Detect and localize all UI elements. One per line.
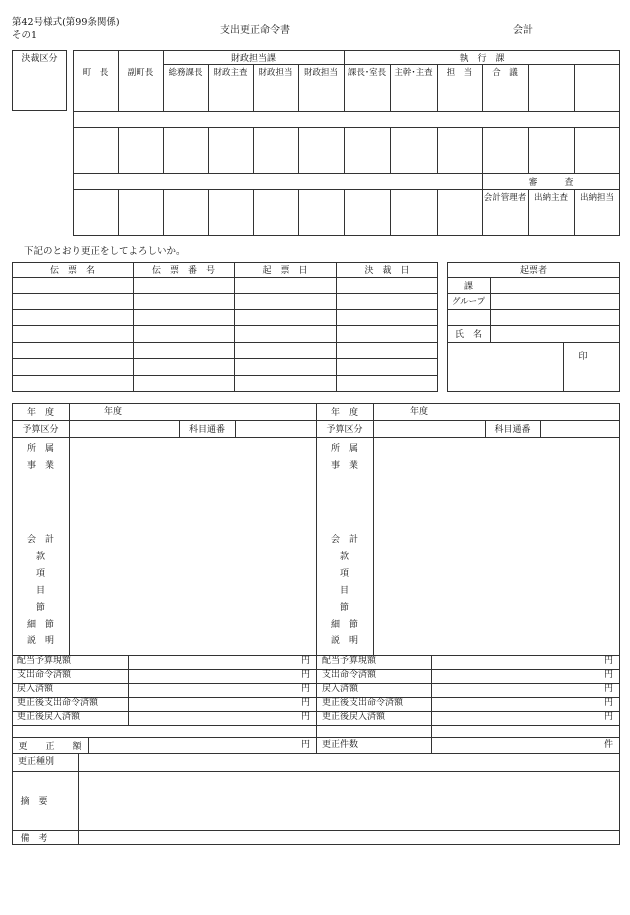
left-saisetsu: 細 節 bbox=[26, 619, 54, 630]
grid-line bbox=[12, 753, 620, 754]
right-setsumei: 説 明 bbox=[330, 635, 358, 646]
grid-line bbox=[540, 420, 541, 437]
left-amount-label: 配当予算現額 bbox=[17, 656, 72, 666]
left-amount-label: 支出命令済額 bbox=[17, 670, 72, 680]
grid-line bbox=[574, 64, 575, 111]
zaisei-group-label: 財政担当課 bbox=[230, 53, 276, 64]
kosei-kensu-label: 更正件数 bbox=[322, 740, 359, 750]
grid-line bbox=[163, 127, 164, 173]
grid-line bbox=[235, 420, 236, 437]
grid-line bbox=[298, 127, 299, 173]
grid-line bbox=[118, 127, 119, 173]
left-amount-label: 戻入済額 bbox=[17, 684, 54, 694]
yen-unit: 円 bbox=[604, 712, 614, 722]
voucher-header: 起 票 日 bbox=[262, 266, 308, 276]
grid-line bbox=[118, 50, 119, 111]
left-setsu: 節 bbox=[35, 602, 45, 613]
col-label: 総務課長 bbox=[168, 68, 203, 78]
grid-line bbox=[12, 655, 620, 656]
right-amount-label: 更正後戻入済額 bbox=[322, 712, 386, 722]
col-label: 副町長 bbox=[127, 68, 154, 78]
grid-line bbox=[336, 262, 337, 392]
tekiyo-label: 摘 要 bbox=[20, 797, 48, 807]
left-kamoku-label: 科目通番 bbox=[188, 425, 225, 435]
grid-line bbox=[574, 189, 575, 236]
right-shozoku: 所 属 bbox=[330, 443, 358, 454]
grid-line bbox=[12, 697, 620, 698]
grid-line bbox=[234, 262, 235, 392]
shimei-label: 氏 名 bbox=[454, 330, 482, 340]
grid-line bbox=[431, 655, 432, 753]
right-nendo-label: 年 度 bbox=[330, 408, 358, 418]
grid-line bbox=[128, 655, 129, 725]
grid-line bbox=[373, 403, 374, 655]
grid-line bbox=[482, 127, 483, 173]
grid-line bbox=[298, 64, 299, 111]
grid-line bbox=[73, 111, 620, 112]
col-label: 財政主査 bbox=[213, 68, 248, 78]
col-label: 町 長 bbox=[82, 68, 109, 78]
grid-line bbox=[133, 262, 134, 392]
right-amount-label: 戻入済額 bbox=[322, 684, 359, 694]
col-label: 財政担当 bbox=[303, 68, 338, 78]
left-moku: 目 bbox=[35, 585, 45, 596]
left-yosan-label: 予算区分 bbox=[22, 425, 59, 435]
shinsa-col: 出納担当 bbox=[579, 192, 614, 203]
left-amount-label: 更正後支出命令済額 bbox=[17, 698, 99, 708]
grid-line bbox=[344, 50, 345, 111]
grid-line bbox=[12, 293, 438, 294]
grid-line bbox=[528, 189, 529, 236]
right-kaikei: 会 計 bbox=[330, 534, 358, 545]
grid-line bbox=[78, 753, 79, 845]
grid-line bbox=[447, 309, 620, 310]
right-jigyo: 事 業 bbox=[330, 460, 358, 471]
grid-line bbox=[12, 669, 620, 670]
grid-line bbox=[73, 127, 620, 128]
grid-line bbox=[12, 358, 438, 359]
yen-unit: 円 bbox=[301, 712, 311, 722]
grid-line bbox=[482, 64, 483, 111]
grid-line bbox=[253, 64, 254, 111]
grid-line bbox=[208, 64, 209, 111]
ka-label: 課 bbox=[463, 281, 473, 292]
yen-unit: 円 bbox=[301, 656, 311, 666]
left-shozoku: 所 属 bbox=[26, 443, 54, 454]
col-label: 課長･室長 bbox=[347, 68, 387, 78]
form-number: 第42号様式(第99条関係) bbox=[12, 17, 120, 28]
right-setsu: 節 bbox=[339, 602, 349, 613]
yen-unit: 円 bbox=[301, 698, 311, 708]
form-sub-number: その1 bbox=[12, 30, 38, 41]
yen-unit: 円 bbox=[604, 684, 614, 694]
right-saisetsu: 細 節 bbox=[330, 619, 358, 630]
grid-line bbox=[12, 830, 620, 831]
grid-line bbox=[437, 189, 438, 236]
shinsa-label: 審 査 bbox=[528, 177, 574, 188]
voucher-table[interactable] bbox=[12, 262, 438, 392]
left-nendo-label: 年 度 bbox=[26, 408, 54, 418]
request-text: 下記のとおり更正をしてよろしいか。 bbox=[24, 246, 186, 257]
left-kan: 款 bbox=[35, 551, 45, 562]
kihyosha-title: 起票者 bbox=[519, 266, 547, 276]
grid-line bbox=[163, 50, 164, 111]
right-ko: 項 bbox=[339, 568, 349, 579]
right-moku: 目 bbox=[339, 585, 349, 596]
grid-line bbox=[253, 189, 254, 236]
yen-unit: 円 bbox=[301, 740, 311, 750]
grid-line bbox=[118, 189, 119, 236]
grid-line bbox=[12, 342, 438, 343]
voucher-header: 伝 票 名 bbox=[49, 266, 95, 276]
kosei-shubetsu-label: 更正種別 bbox=[18, 757, 55, 767]
right-amount-label: 支出命令済額 bbox=[322, 670, 377, 680]
grid-line bbox=[437, 64, 438, 111]
grid-line bbox=[316, 737, 317, 753]
grid-line bbox=[163, 189, 164, 236]
right-kamoku-label: 科目通番 bbox=[494, 425, 531, 435]
grid-line bbox=[390, 64, 391, 111]
biko-label: 備 考 bbox=[20, 834, 48, 844]
grid-line bbox=[208, 127, 209, 173]
grid-line bbox=[12, 683, 620, 684]
grid-line bbox=[12, 725, 620, 726]
document-title: 支出更正命令書 bbox=[220, 25, 290, 36]
col-label: 合 議 bbox=[492, 68, 518, 78]
grid-line bbox=[12, 711, 620, 712]
account-label: 会計 bbox=[513, 25, 533, 36]
left-kaikei: 会 計 bbox=[26, 534, 54, 545]
shinsa-col: 出納主査 bbox=[533, 192, 568, 203]
grid-line bbox=[344, 189, 345, 236]
voucher-header: 伝 票 番 号 bbox=[151, 266, 215, 276]
yen-unit: 円 bbox=[604, 656, 614, 666]
seal-label: 印 bbox=[578, 351, 588, 362]
yen-unit: 円 bbox=[604, 698, 614, 708]
right-amount-label: 配当予算現額 bbox=[322, 656, 377, 666]
right-amount-label: 更正後支出命令済額 bbox=[322, 698, 404, 708]
yen-unit: 円 bbox=[604, 670, 614, 680]
left-nendo-value: 年度 bbox=[104, 407, 123, 417]
grid-line bbox=[253, 127, 254, 173]
right-nendo-value: 年度 bbox=[410, 407, 429, 417]
col-label: 主幹･主査 bbox=[394, 68, 433, 78]
grid-line bbox=[390, 189, 391, 236]
yen-unit: 円 bbox=[301, 670, 311, 680]
grid-line bbox=[12, 375, 438, 376]
shikko-group-label: 執 行 課 bbox=[459, 53, 505, 64]
grid-line bbox=[12, 325, 438, 326]
shinsa-col: 会計管理者 bbox=[483, 192, 527, 203]
left-jigyo: 事 業 bbox=[26, 460, 54, 471]
grid-line bbox=[12, 277, 438, 278]
voucher-header: 決 裁 日 bbox=[364, 266, 410, 276]
right-yosan-label: 予算区分 bbox=[326, 425, 363, 435]
grid-line bbox=[490, 277, 491, 342]
grid-line bbox=[88, 737, 89, 753]
left-amount-label: 更正後戻入済額 bbox=[17, 712, 81, 722]
grid-line bbox=[12, 309, 438, 310]
grid-line bbox=[528, 64, 529, 111]
grid-line bbox=[12, 437, 620, 438]
grid-line bbox=[12, 771, 620, 772]
grid-line bbox=[574, 127, 575, 173]
col-label: 担 当 bbox=[446, 68, 473, 78]
yen-unit: 円 bbox=[301, 684, 311, 694]
grid-line bbox=[69, 403, 70, 655]
grid-line bbox=[298, 189, 299, 236]
col-label: 財政担当 bbox=[258, 68, 293, 78]
left-setsumei: 説 明 bbox=[26, 635, 54, 646]
grid-line bbox=[208, 189, 209, 236]
grid-line bbox=[437, 127, 438, 173]
ken-unit: 件 bbox=[604, 740, 614, 750]
kosei-gaku-label: 更 正 額 bbox=[18, 741, 82, 752]
left-ko: 項 bbox=[35, 568, 45, 579]
grid-line bbox=[528, 127, 529, 173]
group-label: グループ bbox=[451, 297, 486, 307]
kessai-kubun-label: 決裁区分 bbox=[21, 53, 58, 64]
grid-line bbox=[344, 127, 345, 173]
grid-line bbox=[390, 127, 391, 173]
right-kan: 款 bbox=[339, 551, 349, 562]
